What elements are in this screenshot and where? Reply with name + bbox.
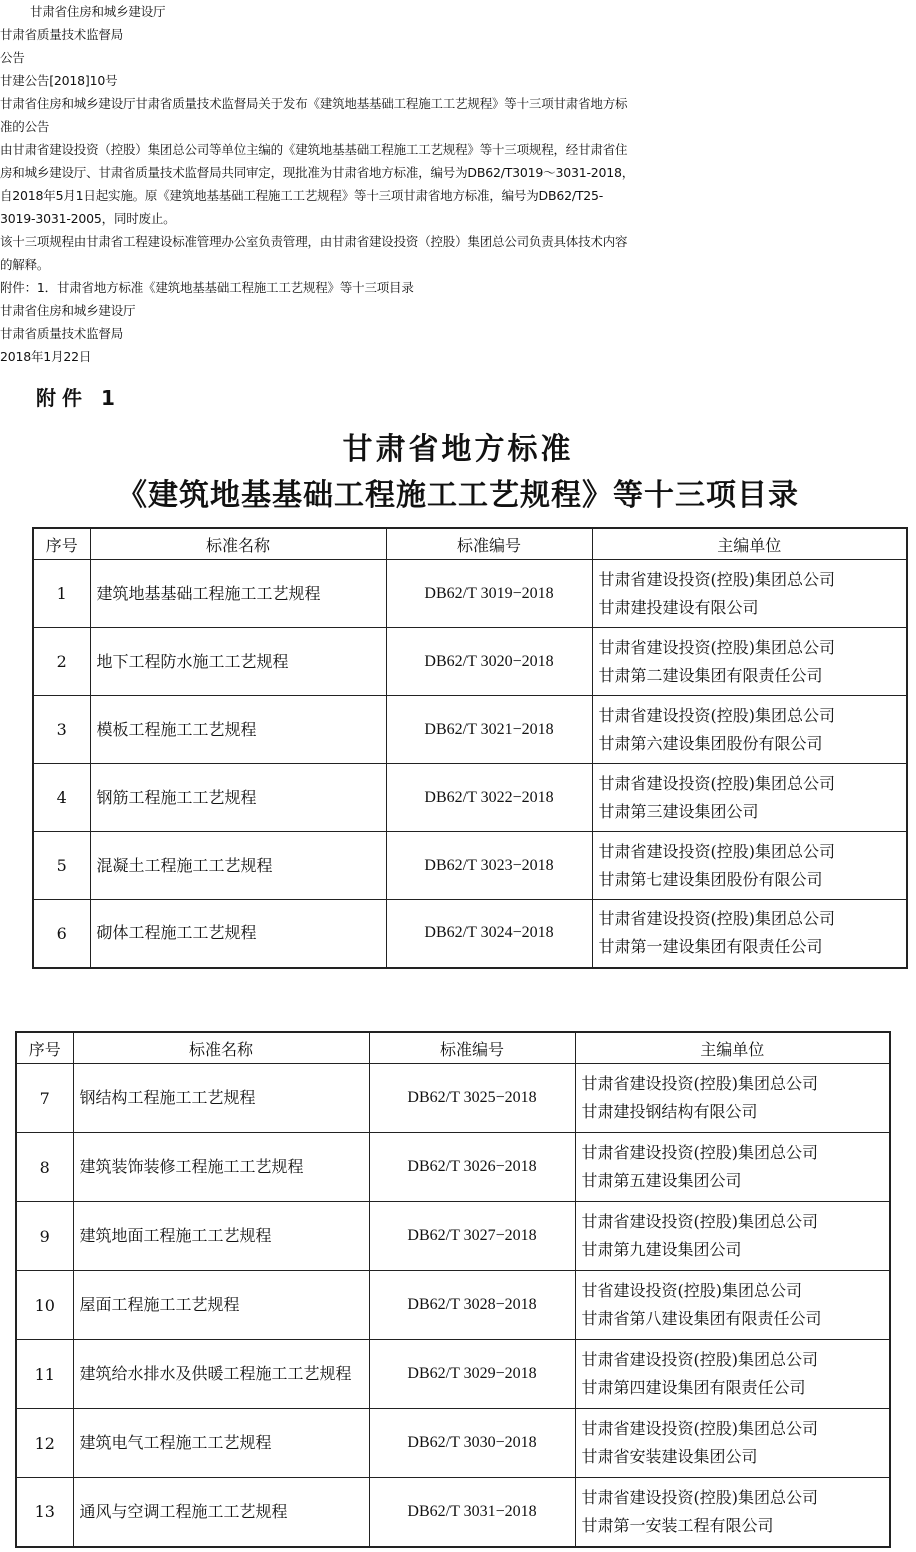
- cell-name: 建筑装饰装修工程施工工艺规程: [73, 1133, 369, 1202]
- unit-line: 甘肃省建设投资(控股)集团总公司: [598, 637, 835, 657]
- unit-line: 甘肃第四建设集团有限责任公司: [581, 1378, 806, 1397]
- unit-line: 甘肃省建设投资(控股)集团总公司: [581, 1419, 818, 1438]
- header-code: 标准编号: [369, 1032, 575, 1064]
- cell-code: DB62/T 3029−2018: [369, 1340, 575, 1409]
- cell-unit: [592, 628, 907, 696]
- table-row: [16, 1409, 890, 1478]
- table-row: [33, 696, 907, 764]
- cell-name: 屋面工程施工工艺规程: [73, 1271, 369, 1340]
- unit-line: 甘肃第一安装工程有限公司: [581, 1515, 774, 1535]
- cell-code: DB62/T 3022−2018: [386, 764, 592, 832]
- cell-name: 钢筋工程施工工艺规程: [90, 764, 386, 832]
- cell-unit: [592, 560, 907, 628]
- unit-line: 甘肃省建设投资(控股)集团总公司: [598, 569, 835, 589]
- cell-no: 10: [16, 1271, 73, 1340]
- catalog-title-line2: 《建筑地基基础工程施工工艺规程》等十三项目录: [117, 478, 799, 513]
- cell-code: DB62/T 3023−2018: [386, 832, 592, 900]
- cell-no: 5: [33, 832, 90, 900]
- table-row: [16, 1340, 890, 1409]
- cell-unit: [575, 1064, 890, 1133]
- cell-no: 11: [16, 1340, 73, 1409]
- cell-name: 通风与空调工程施工工艺规程: [73, 1478, 369, 1547]
- table-row: [16, 1133, 890, 1202]
- table-header-row: [33, 528, 907, 560]
- notice-issuer-2: 甘肃省质量技术监督局: [0, 27, 124, 42]
- cell-no: 6: [33, 900, 90, 968]
- unit-line: 甘肃省安装建设集团公司: [581, 1447, 758, 1466]
- standards-table-2: [15, 1031, 891, 1548]
- notice-signature-2: 甘肃省质量技术监督局: [0, 326, 124, 341]
- header-code: 标准编号: [386, 528, 592, 560]
- table-row: [16, 1064, 890, 1133]
- cell-code: DB62/T 3025−2018: [369, 1064, 575, 1133]
- notice-date: 2018年1月22日: [0, 349, 92, 364]
- table-row: [33, 900, 907, 968]
- cell-no: 12: [16, 1409, 73, 1478]
- table-row: [16, 1202, 890, 1271]
- cell-unit: [575, 1133, 890, 1202]
- notice-body-line: 的解释。: [0, 257, 50, 272]
- unit-line: 甘肃省建设投资(控股)集团总公司: [598, 773, 835, 793]
- table-row: [33, 560, 907, 628]
- notice-title-line: 准的公告: [0, 119, 50, 134]
- table-row: [33, 764, 907, 832]
- unit-line: 甘肃省建设投资(控股)集团总公司: [581, 1212, 818, 1231]
- cell-name: 建筑地基基础工程施工工艺规程: [90, 560, 386, 628]
- cell-name: 地下工程防水施工工艺规程: [90, 628, 386, 696]
- unit-line: 甘肃省第八建设集团有限责任公司: [581, 1309, 822, 1328]
- header-unit: 主编单位: [592, 528, 907, 560]
- cell-name: 混凝土工程施工工艺规程: [90, 832, 386, 900]
- header-name: 标准名称: [73, 1032, 369, 1064]
- cell-name: 砌体工程施工工艺规程: [90, 900, 386, 968]
- cell-code: DB62/T 3028−2018: [369, 1271, 575, 1340]
- notice-number: 甘建公告[2018]10号: [0, 73, 118, 88]
- cell-unit: [575, 1340, 890, 1409]
- unit-line: 甘肃第七建设集团股份有限公司: [598, 869, 823, 889]
- notice-body-line: 自2018年5月1日起实施。原《建筑地基基础工程施工工艺规程》等十三项甘肃省地方标准，编号为DB62/T25-: [0, 188, 604, 203]
- unit-line: 甘肃省建设投资(控股)集团总公司: [598, 841, 835, 861]
- unit-line: 甘肃省建设投资(控股)集团总公司: [598, 705, 835, 725]
- header-no: 序号: [33, 528, 90, 560]
- cell-no: 7: [16, 1064, 73, 1133]
- cell-code: DB62/T 3019−2018: [386, 560, 592, 628]
- unit-line: 甘肃建投建设有限公司: [598, 597, 759, 617]
- table-row: [16, 1271, 890, 1340]
- notice-body-line: 房和城乡建设厅、甘肃省质量技术监督局共同审定，现批准为甘肃省地方标准，编号为DB62/T3019～3031-2018，: [0, 165, 635, 180]
- cell-name: 建筑地面工程施工工艺规程: [73, 1202, 369, 1271]
- notice-body-line: 3019-3031-2005，同时废止。: [0, 211, 176, 226]
- cell-unit: [575, 1409, 890, 1478]
- unit-line: 甘肃第三建设集团公司: [598, 801, 759, 821]
- cell-unit: [575, 1478, 890, 1547]
- notice-heading: 公告: [0, 50, 25, 65]
- standards-table-1: [32, 527, 908, 969]
- cell-code: DB62/T 3024−2018: [386, 900, 592, 968]
- header-name: 标准名称: [90, 528, 386, 560]
- cell-code: DB62/T 3030−2018: [369, 1409, 575, 1478]
- table-row: [16, 1478, 890, 1547]
- table-row: [33, 832, 907, 900]
- cell-code: DB62/T 3020−2018: [386, 628, 592, 696]
- unit-line: 甘肃省建设投资(控股)集团总公司: [598, 909, 835, 929]
- catalog-title-line1: 甘肃省地方标准: [342, 432, 574, 467]
- header-unit: 主编单位: [575, 1032, 890, 1064]
- unit-line: 甘肃第二建设集团有限责任公司: [598, 665, 823, 685]
- cell-no: 8: [16, 1133, 73, 1202]
- unit-line: 甘肃省建设投资(控股)集团总公司: [581, 1350, 818, 1369]
- notice-attachment-line: 附件：1．甘肃省地方标准《建筑地基基础工程施工工艺规程》等十三项目录: [0, 280, 414, 295]
- unit-line: 甘肃建投钢结构有限公司: [581, 1102, 758, 1121]
- unit-line: 甘肃省建设投资(控股)集团总公司: [581, 1143, 818, 1162]
- cell-unit: [592, 832, 907, 900]
- cell-no: 4: [33, 764, 90, 832]
- cell-unit: [575, 1271, 890, 1340]
- notice-issuer-1: 甘肃省住房和城乡建设厅: [30, 4, 166, 19]
- cell-no: 1: [33, 560, 90, 628]
- unit-line: 甘肃第九建设集团公司: [581, 1240, 742, 1259]
- cell-unit: [592, 900, 907, 968]
- cell-unit: [592, 696, 907, 764]
- cell-code: DB62/T 3026−2018: [369, 1133, 575, 1202]
- notice-body-line: 由甘肃省建设投资（控股）集团总公司等单位主编的《建筑地基基础工程施工工艺规程》等十三项规程，经甘肃省住: [0, 142, 628, 157]
- table-row: [33, 628, 907, 696]
- unit-line: 甘肃省建设投资(控股)集团总公司: [581, 1487, 818, 1507]
- cell-code: DB62/T 3027−2018: [369, 1202, 575, 1271]
- unit-line: 甘肃省建设投资(控股)集团总公司: [581, 1074, 818, 1093]
- notice-title-line: 甘肃省住房和城乡建设厅甘肃省质量技术监督局关于发布《建筑地基基础工程施工工艺规程》等十三项甘肃省地方标: [0, 96, 628, 111]
- cell-name: 建筑给水排水及供暖工程施工工艺规程: [73, 1340, 369, 1409]
- unit-line: 甘省建设投资(控股)集团总公司: [581, 1281, 802, 1300]
- cell-unit: [592, 764, 907, 832]
- cell-name: 建筑电气工程施工工艺规程: [73, 1409, 369, 1478]
- table-header-row: [16, 1032, 890, 1064]
- notice-body-line: 该十三项规程由甘肃省工程建设标准管理办公室负责管理，由甘肃省建设投资（控股）集团总公司负责具体技术内容: [0, 234, 628, 249]
- notice-signature-1: 甘肃省住房和城乡建设厅: [0, 303, 136, 318]
- header-no: 序号: [16, 1032, 73, 1064]
- cell-name: 模板工程施工工艺规程: [90, 696, 386, 764]
- cell-no: 3: [33, 696, 90, 764]
- cell-name: 钢结构工程施工工艺规程: [73, 1064, 369, 1133]
- cell-code: DB62/T 3021−2018: [386, 696, 592, 764]
- cell-no: 9: [16, 1202, 73, 1271]
- cell-code: DB62/T 3031−2018: [369, 1478, 575, 1547]
- attachment-label: 附件 1: [36, 386, 121, 410]
- unit-line: 甘肃第一建设集团有限责任公司: [598, 937, 823, 957]
- cell-unit: [575, 1202, 890, 1271]
- unit-line: 甘肃第六建设集团股份有限公司: [598, 733, 823, 753]
- notice-text: [0, 0, 730, 368]
- cell-no: 13: [16, 1478, 73, 1547]
- cell-no: 2: [33, 628, 90, 696]
- unit-line: 甘肃第五建设集团公司: [581, 1171, 742, 1190]
